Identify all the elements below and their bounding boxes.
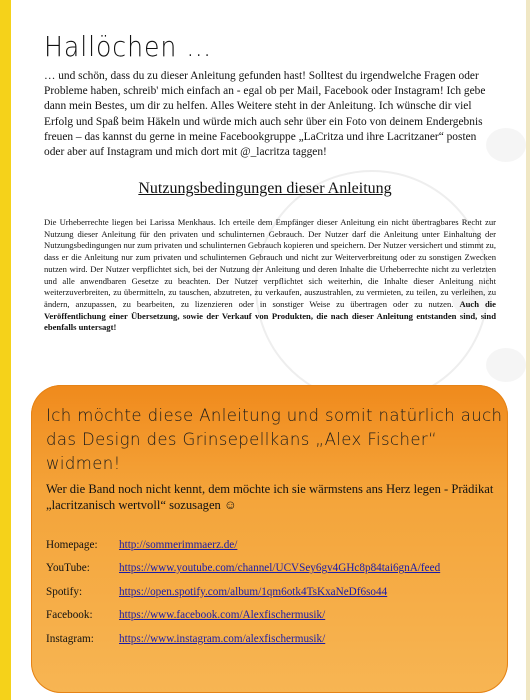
left-accent-bar	[0, 0, 11, 700]
dedication-text: Ich möchte diese Anleitung und somit natürlich auch das Design des Grinsepellkans „Alex Fischer“ widmen!	[46, 406, 503, 473]
right-edge-strip	[526, 0, 530, 700]
facebook-link[interactable]: https://www.facebook.com/Alexfischermusik/	[119, 609, 326, 622]
page-heading: Hallöchen …	[44, 30, 213, 63]
link-row-facebook	[46, 604, 506, 628]
links-list	[46, 533, 506, 651]
homepage-link[interactable]: http://sommerimmaerz.de/	[119, 538, 238, 551]
link-row-spotify	[46, 580, 506, 604]
spotify-link[interactable]: https://open.spotify.com/album/1qm6otk4TsKxaNeDf6so44	[119, 585, 388, 598]
link-row-homepage	[46, 533, 506, 557]
terms-body: Die Urheberrechte liegen bei Larissa Menkhaus. Ich erteile dem Empfänger dieser Anleitung ein nicht übertragbares Recht zur Nutzung dieser Anleitung für den privaten und schulinternen Gebrauch. Der Nutzer darf die Anleitung unter Einhaltung der Nutzungsbedingungen nur zum privaten und schulinternen Gebrauch kopieren und speichern. Der Nutzer versichert und stimmt zu, dass er die Anleitung nur zum privaten und schulinternen Gebrauch und nicht zur Weiterverbreitung oder zu sonstigen Zwecken nutzen wird. Der Nutzer verpflichtet sich, bei der Nutzung der Anleitung und deren Inhalte die Urheberrechte nicht zu verletzten und alle anwendbaren Gesetze zu beachten. Der Nutzer verpflichtet sich weiterhin, die Inhalte dieser Anleitung nicht weiterzuverbreiten, zu übermitteln, zu tauschen, abzutreten, zu verkaufen, auszustrahlen, zu vermieten, zu teilen, zu verleihen, zu ändern, anzupassen, zu bearbeiten, zu lizenzieren oder in sonstiger Weise zu übertragen oder zu nutzen.	[44, 217, 496, 309]
terms-title: Nutzungsbedingungen dieser Anleitung	[138, 180, 392, 197]
link-row-youtube	[46, 557, 506, 581]
link-label: Facebook:	[46, 609, 93, 622]
youtube-link[interactable]: https://www.youtube.com/channel/UCVSey6gv4GHc8p84tai6gnA/feed	[119, 562, 441, 575]
terms-paragraph	[44, 217, 496, 334]
link-label: Homepage:	[46, 538, 98, 551]
bear-watermark-icon	[486, 348, 526, 382]
link-label: YouTube:	[46, 562, 90, 575]
intro-paragraph: … und schön, dass du zu dieser Anleitung gefunden hast! Solltest du irgendwelche Fragen oder Probleme haben, schreib' mich einfach an - egal ob per Mail, Facebook oder Instagram! Ich gebe dann mein Bestes, um dir zu helfen. Alles Weitere steht in der Anleitung. Ich wünsche dir viel Erfolg und Spaß beim Häkeln und würde mich auch sehr über ein Foto von deinem Endergebnis freuen – das kannst du gerne in meine Facebookgruppe „LaCritza und ihre Lacritzaner“ posten oder aber auf Instagram und mich dort mit @_lacritza taggen!	[44, 70, 486, 159]
band-recommendation: Wer die Band noch nicht kennt, dem möchte ich sie wärmstens ans Herz legen - Prädikat „lacritzanisch wertvoll“ sozusagen ☺	[46, 482, 494, 512]
terms-bold-notice: Auch die Veröffentlichung einer Übersetzung, sowie der Verkauf von Produkten, die nach dieser Anleitung entstanden sind, sind ebenfalls untersagt!	[44, 298, 496, 333]
link-label: Instagram:	[46, 632, 94, 645]
link-row-instagram	[46, 627, 506, 651]
link-label: Spotify:	[46, 585, 83, 598]
instagram-link[interactable]: https://www.instagram.com/alexfischermusik/	[119, 632, 326, 645]
